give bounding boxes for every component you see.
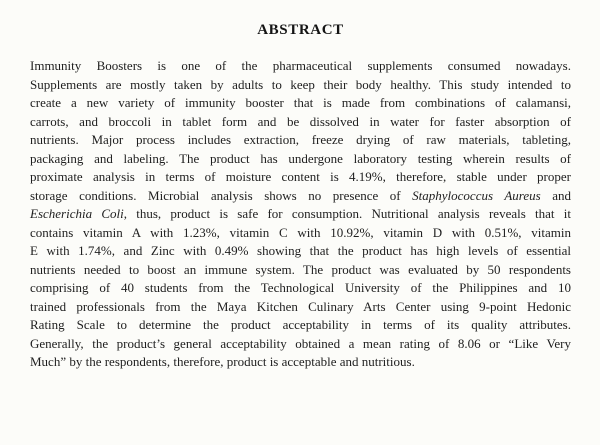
abstract-line: create a new variety of immunity booster that is made from combinations of calamansi,	[30, 95, 571, 110]
abstract-line: packaging and labeling. The product has undergone laboratory testing wherein results of	[30, 150, 571, 166]
abstract-line: proximate analysis in terms of moisture content is 4.19%, therefore, stable under proper	[30, 169, 571, 184]
abstract-line: Immunity Boosters is one of the pharmaceutical supplements consumed nowadays.	[30, 58, 571, 73]
abstract-line: contains vitamin A with 1.23%, vitamin C with 10.92%, vitamin D with 0.51%, vitamin	[30, 224, 571, 240]
abstract-line: nutrients needed to boost an immune system. The product was evaluated by 50 respondents	[30, 261, 571, 277]
abstract-line: Much” by the respondents, therefore, product is acceptable and nutritious.	[30, 354, 415, 369]
abstract-body	[30, 57, 571, 372]
abstract-line: storage conditions. Microbial analysis shows no presence of Staphylococcus Aureus and	[30, 187, 571, 203]
abstract-line: Rating Scale to determine the product acceptability in terms of its quality attributes.	[30, 317, 571, 332]
page-title: ABSTRACT	[257, 22, 344, 38]
abstract-line: E with 1.74%, and Zinc with 0.49% showing that the product has high levels of essential	[30, 243, 571, 258]
abstract-line: nutrients. Major process includes extraction, freeze drying of raw materials, tableting,	[30, 132, 571, 147]
abstract-line: Supplements are mostly taken by adults to keep their body healthy. This study intended to	[30, 76, 571, 92]
abstract-line: carrots, and broccoli in tablet form and be dissolved in water for faster absorption of	[30, 113, 571, 129]
abstract-line: trained professionals from the Maya Kitchen Culinary Arts Center using 9-point Hedonic	[30, 298, 571, 314]
abstract-line: Generally, the product’s general acceptability obtained a mean rating of 8.06 or “Like Very	[30, 335, 571, 351]
abstract-line: comprising of 40 students from the Technological University of the Philippines and 10	[30, 280, 571, 295]
abstract-line: Escherichia Coli, thus, product is safe for consumption. Nutritional analysis reveals that it	[30, 206, 571, 221]
